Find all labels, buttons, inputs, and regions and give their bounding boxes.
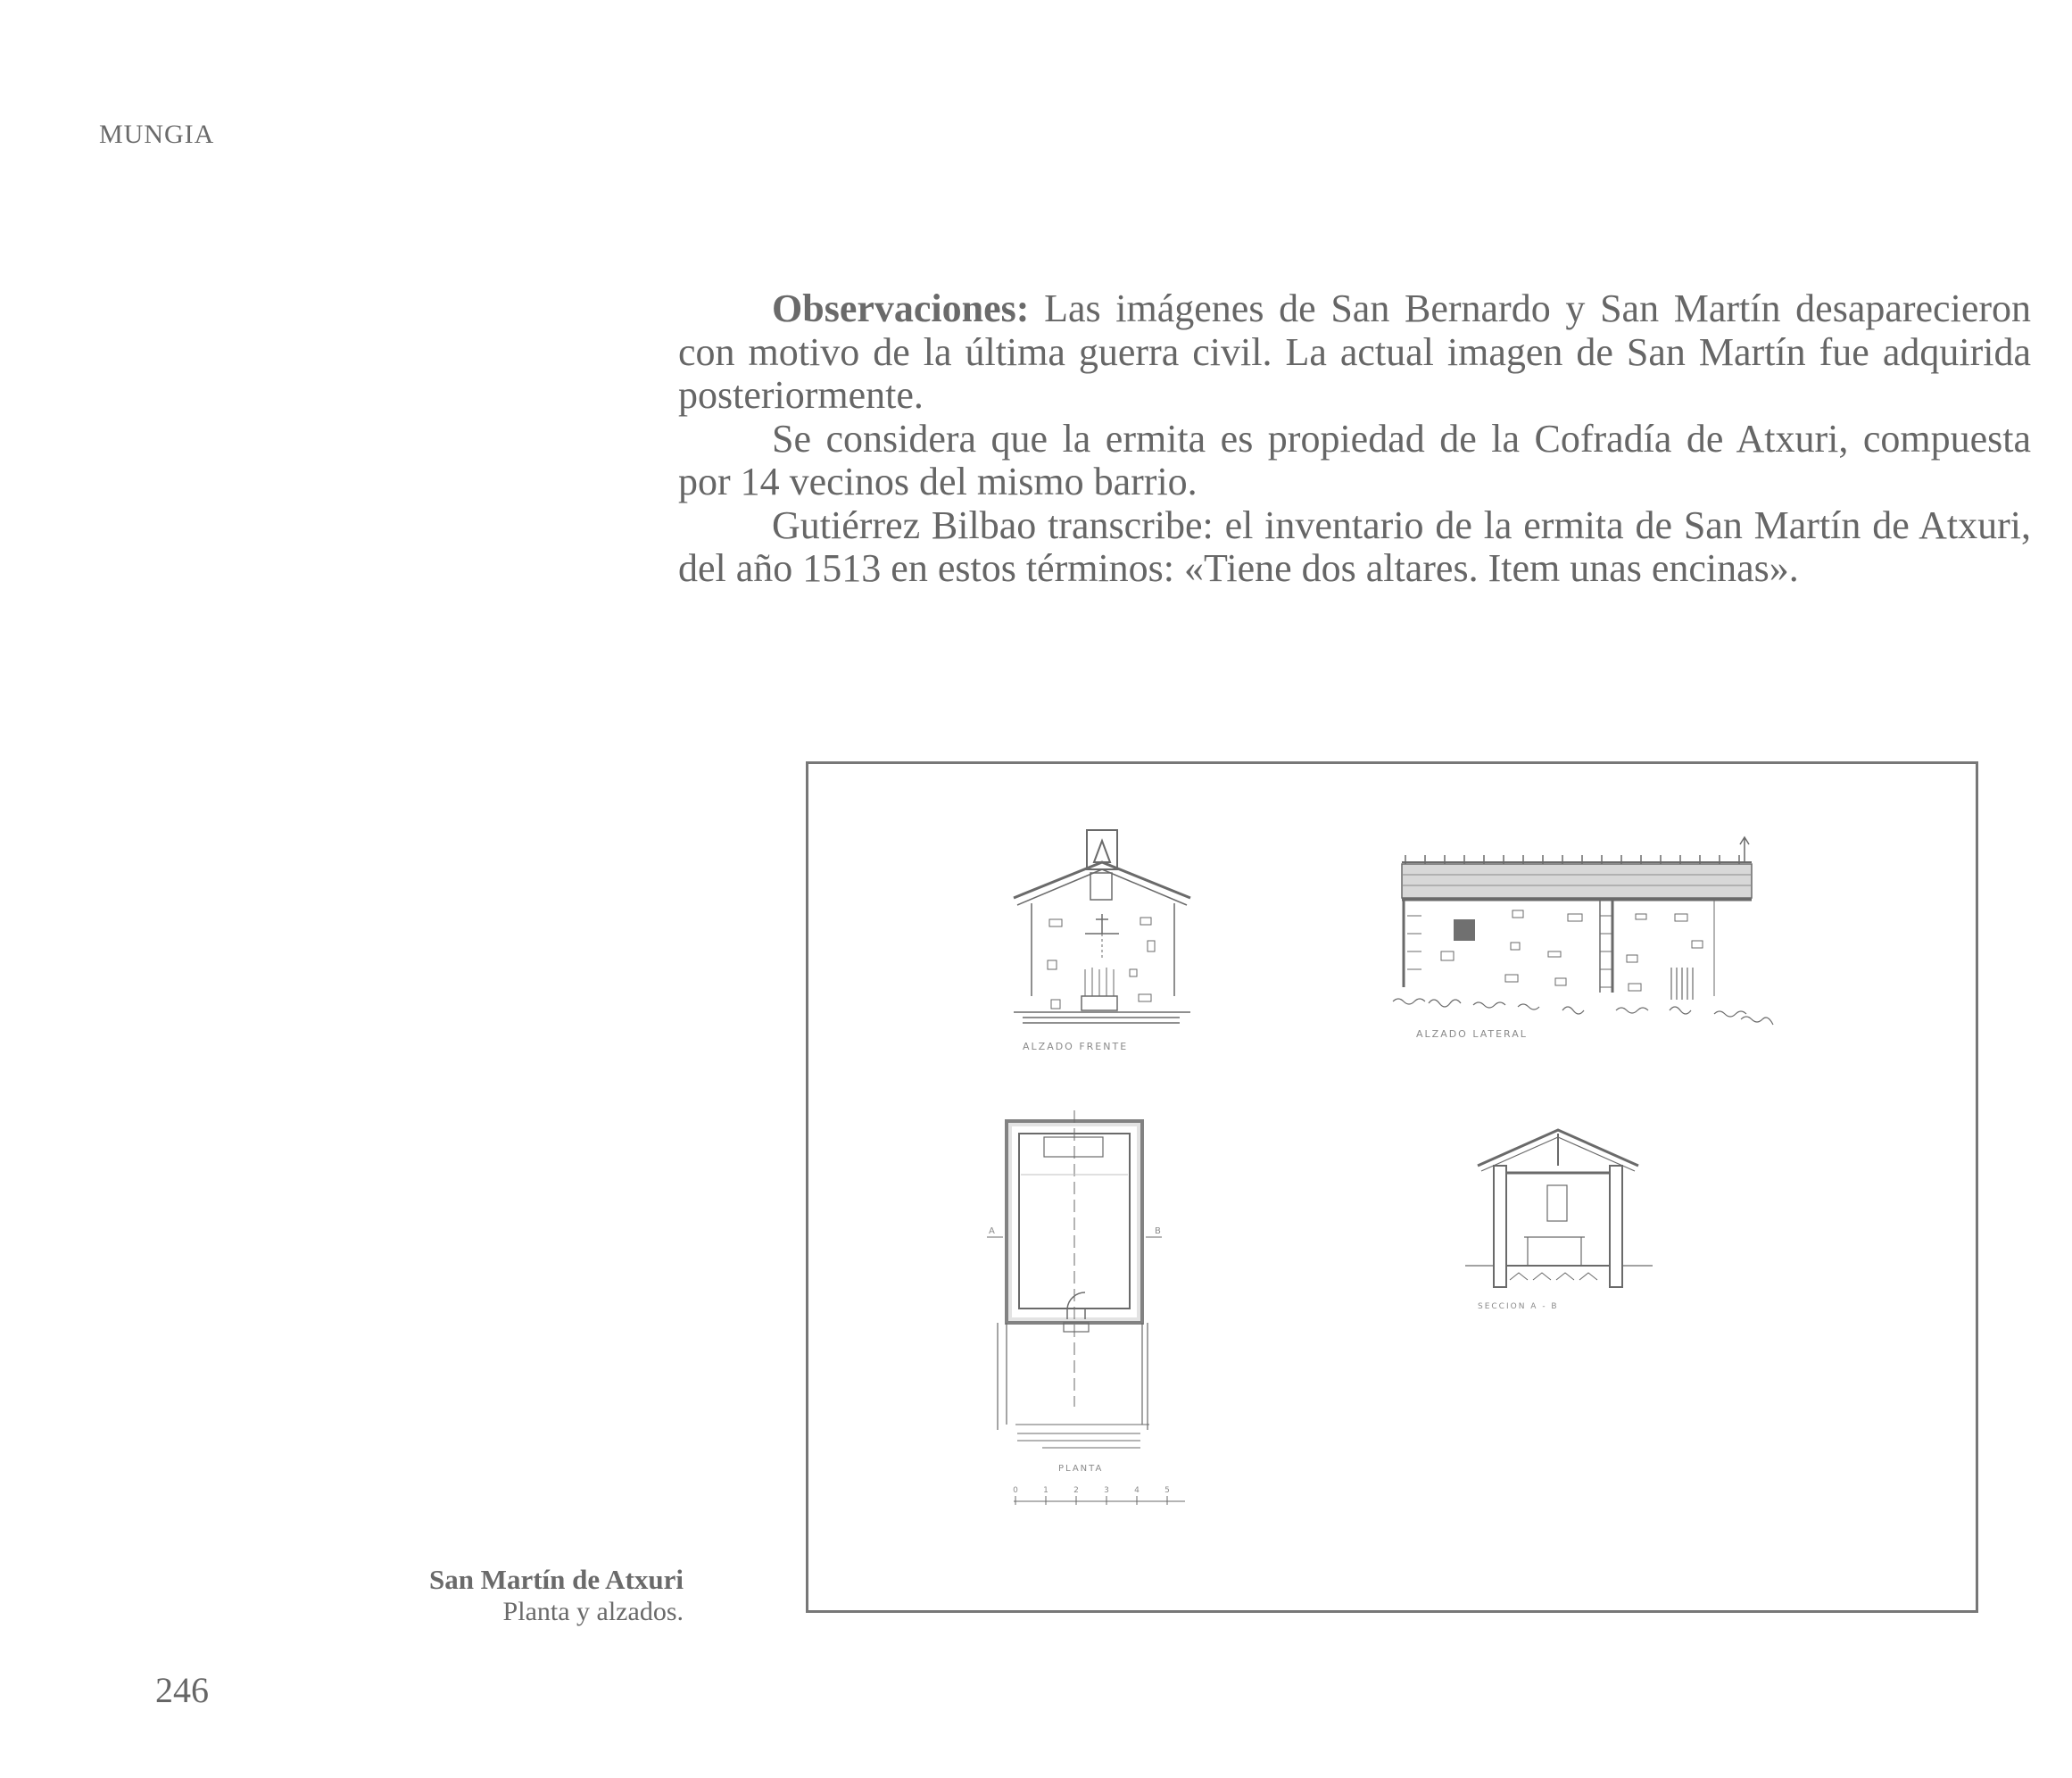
- paragraph-text: Las imágenes de San Bernardo y San Martín desaparecieron con motivo de la última guerra civil. La actual imagen de San Martín fue adquirida posteriormente.: [678, 287, 2031, 417]
- scale-tick-4: 4: [1134, 1486, 1140, 1495]
- scale-tick-3: 3: [1104, 1486, 1109, 1495]
- scale-tick-0: 0: [1013, 1486, 1018, 1495]
- door-swing: [1067, 1292, 1085, 1319]
- caption-subtitle: Planta y alzados.: [502, 1597, 684, 1626]
- figure-caption: [429, 1564, 684, 1628]
- inscription-plaque: [1454, 919, 1475, 941]
- door-grille: [1085, 968, 1114, 996]
- floor-plan-drawing: [987, 1110, 1185, 1505]
- paragraph-inventory: Gutiérrez Bilbao transcribe: el inventario de la ermita de San Martín de Atxuri, del año 1513 en estos términos: «Tiene dos altares. Item unas encinas».: [678, 503, 2031, 590]
- front-elevation-label: ALZADO FRENTE: [1023, 1041, 1129, 1052]
- section-left-wall: [1494, 1166, 1506, 1287]
- observations-section: [678, 287, 2031, 591]
- page-number: 246: [155, 1670, 209, 1710]
- running-head: MUNGIA: [99, 120, 215, 149]
- tiled-roof: [1402, 864, 1752, 898]
- plan-label: PLANTA: [1058, 1464, 1104, 1474]
- architectural-drawing-figure: [806, 761, 1978, 1613]
- scale-tick-5: 5: [1164, 1486, 1170, 1495]
- paragraph-cofradia: Se considera que la ermita es propiedad de la Cofradía de Atxuri, compuesta por 14 vecinos del mismo barrio.: [678, 416, 2031, 503]
- grass-line: [1393, 999, 1773, 1025]
- altar: [1044, 1137, 1103, 1157]
- section-label: SECCION A - B: [1478, 1302, 1559, 1311]
- bell-icon: [1094, 841, 1110, 862]
- section-marker-a: A: [989, 1226, 995, 1236]
- lateral-elevation-drawing: [1393, 837, 1773, 1040]
- section-altar: [1524, 1237, 1585, 1266]
- ridge-cross-icon: [1740, 837, 1749, 862]
- scale-tick-2: 2: [1073, 1486, 1079, 1495]
- lateral-elevation-label: ALZADO LATERAL: [1416, 1028, 1528, 1040]
- drawing-sheet: [808, 764, 1976, 1610]
- section-right-wall: [1610, 1166, 1622, 1287]
- section-window: [1547, 1185, 1567, 1221]
- side-door: [1671, 968, 1693, 1000]
- caption-title: San Martín de Atxuri: [428, 1564, 684, 1595]
- gable-roof: [1014, 862, 1190, 898]
- section-drawing: [1465, 1130, 1653, 1311]
- observations-label: Observaciones:: [772, 287, 1030, 330]
- paragraph-observations: [678, 287, 2031, 418]
- scale-bar: [1013, 1486, 1185, 1505]
- front-elevation-drawing: [1014, 830, 1190, 1052]
- section-marker-b: B: [1155, 1226, 1161, 1236]
- scale-tick-1: 1: [1043, 1486, 1048, 1495]
